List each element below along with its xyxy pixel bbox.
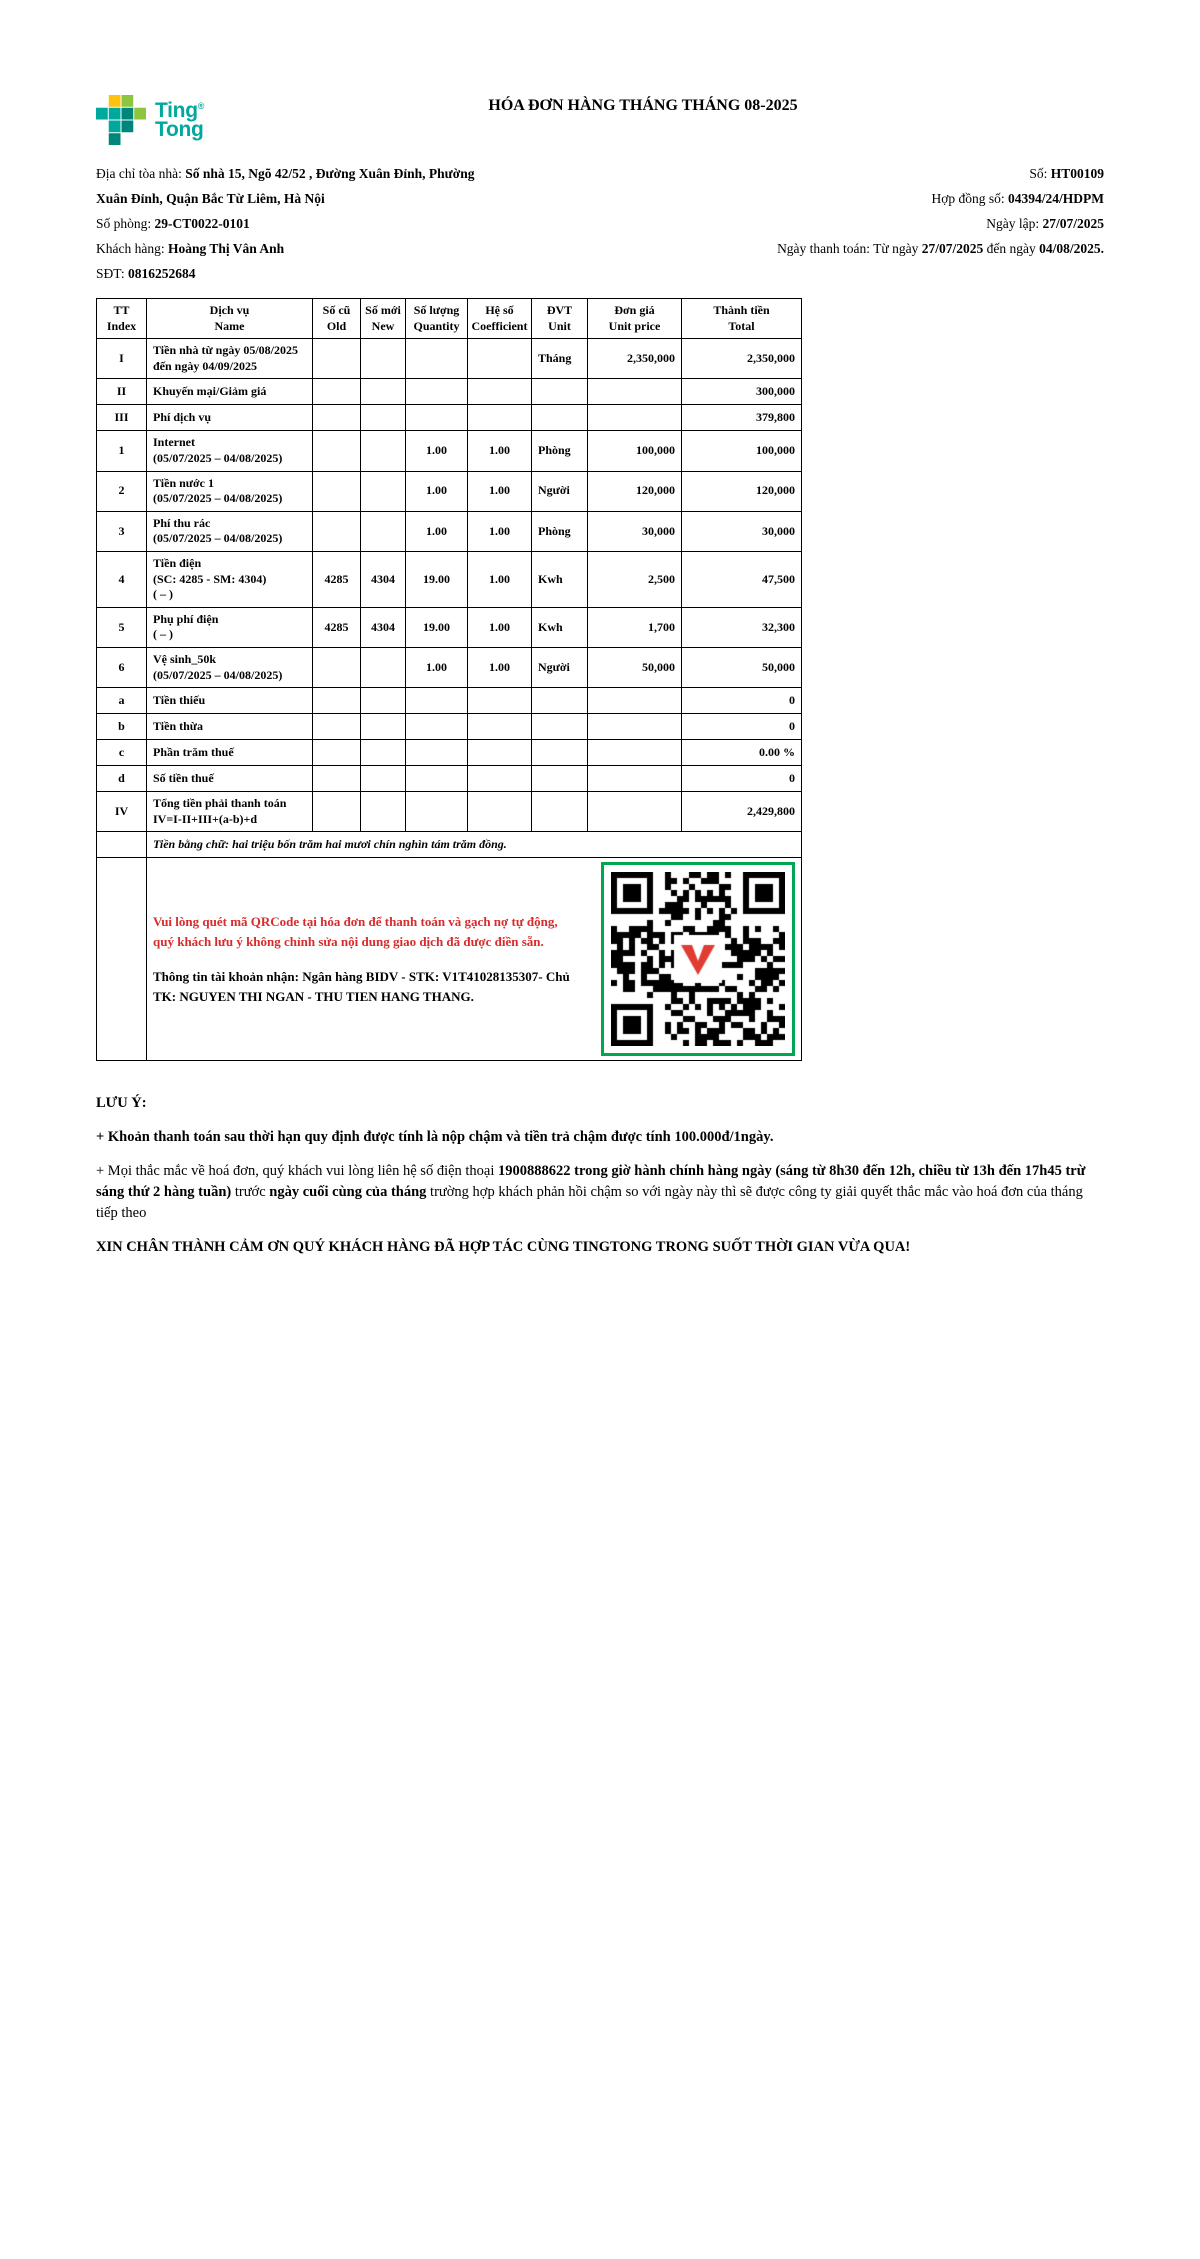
cell-total: 32,300 [682,607,802,647]
cell-index: III [97,405,147,431]
cell-coefficient: 1.00 [468,431,532,471]
cell-old-reading [313,647,361,687]
invoice-row-2 [97,471,802,511]
customer-name: Khách hàng: Hoàng Thị Vân Anh [96,241,285,256]
cell-coefficient [468,766,532,792]
cell-old-reading: 4285 [313,607,361,647]
cell-total: 50,000 [682,647,802,687]
table-body [97,339,802,832]
cell-new-reading [361,405,406,431]
header-cell-unit: ĐVT Unit [532,299,588,339]
qr-instructions [153,912,577,1006]
cell-new-reading [361,647,406,687]
cell-new-reading [361,740,406,766]
contract-number: Hợp đồng số: 04394/24/HDPM [931,191,1104,206]
cell-total: 0 [682,766,802,792]
footer-notes [96,1093,1104,1258]
notes-title: LƯU Ý: [96,1095,147,1112]
cell-quantity [406,405,468,431]
amount-in-words-row [97,832,802,858]
cell-coefficient: 1.00 [468,471,532,511]
qr-note-red: Vui lòng quét mã QRCode tại hóa đơn để thanh toán và gạch nợ tự động, quý khách lưu ý không chỉnh sửa nội dung giao dịch đã được điền sẵn. [153,914,558,949]
invoice-row-II [97,379,802,405]
cell-unit [532,688,588,714]
table-extra [97,832,802,1061]
cell-service-name: Tiền thừa [147,714,313,740]
cell-coefficient [468,379,532,405]
invoice-row-1 [97,431,802,471]
cell-index: c [97,740,147,766]
cell-coefficient [468,740,532,766]
invoice-title: HÓA ĐƠN HÀNG THÁNG THÁNG 08-2025 [488,97,798,114]
customer-phone: SĐT: 0816252684 [96,266,196,281]
cell-service-name: Khuyến mại/Giảm giá [147,379,313,405]
cell-total: 47,500 [682,551,802,607]
cell-new-reading [361,688,406,714]
info-left [96,161,506,286]
cell-unit: Người [532,471,588,511]
invoice-row-a [97,688,802,714]
cell-unit-price: 50,000 [588,647,682,687]
invoice-row-6 [97,647,802,687]
invoice-row-IV [97,792,802,832]
cell-unit [532,714,588,740]
cell-index: 3 [97,511,147,551]
cell-service-name: Số tiền thuế [147,766,313,792]
cell-service-name: Tiền nước 1 (05/07/2025 – 04/08/2025) [147,471,313,511]
cell-unit-price: 2,350,000 [588,339,682,379]
cell-old-reading [313,792,361,832]
cell-unit-price [588,688,682,714]
cell-old-reading [313,511,361,551]
qr-code [611,872,785,1046]
cell-index: II [97,379,147,405]
cell-new-reading [361,431,406,471]
cell-old-reading [313,766,361,792]
cell-index: a [97,688,147,714]
info-right [506,161,1104,286]
cell-service-name: Vệ sinh_50k (05/07/2025 – 04/08/2025) [147,647,313,687]
cell-new-reading [361,471,406,511]
cell-service-name: Tiền thiếu [147,688,313,714]
cell-total: 2,429,800 [682,792,802,832]
cell-new-reading [361,766,406,792]
cell-quantity [406,339,468,379]
header [96,95,1104,145]
cell-index: 1 [97,431,147,471]
header-cell-total: Thành tiền Total [682,299,802,339]
issue-date: Ngày lập: 27/07/2025 [986,216,1104,231]
cell-unit-price [588,714,682,740]
cell-old-reading [313,688,361,714]
late-payment-note: + Khoản thanh toán sau thời hạn quy định được tính là nộp chậm và tiền trả chậm được tính 100.000đ/1ngày. [96,1129,774,1146]
payment-period: Ngày thanh toán: Từ ngày 27/07/2025 đến ngày 04/08/2025. [777,241,1104,256]
cell-new-reading: 4304 [361,551,406,607]
room-number: Số phòng: 29-CT0022-0101 [96,216,250,231]
cell-unit-price [588,766,682,792]
cell-unit: Người [532,647,588,687]
cell-total: 30,000 [682,511,802,551]
tingtong-logo [96,95,204,145]
cell-quantity: 1.00 [406,647,468,687]
table-header-row [97,299,802,339]
cell-total: 100,000 [682,431,802,471]
cell-service-name: Phí dịch vụ [147,405,313,431]
qr-row [97,858,802,1061]
header-cell-tt: TT Index [97,299,147,339]
invoice-number: Số: HT00109 [1029,166,1104,181]
cell-old-reading [313,714,361,740]
cell-index: 4 [97,551,147,607]
registered-mark: ® [197,100,205,111]
header-cell-price: Đơn giá Unit price [588,299,682,339]
invoice-row-d [97,766,802,792]
cell-unit-price: 120,000 [588,471,682,511]
cell-quantity: 1.00 [406,511,468,551]
cell-quantity [406,766,468,792]
cell-total: 0.00 % [682,740,802,766]
cell-quantity: 19.00 [406,551,468,607]
invoice-row-3 [97,511,802,551]
header-cell-coef: Hệ số Coefficient [468,299,532,339]
header-cell-qty: Số lượng Quantity [406,299,468,339]
cell-unit [532,766,588,792]
qr-code-frame [601,862,795,1056]
cell-unit-price: 30,000 [588,511,682,551]
cell-coefficient: 1.00 [468,511,532,551]
invoice-row-I [97,339,802,379]
cell-unit: Kwh [532,607,588,647]
cell-quantity: 1.00 [406,431,468,471]
cell-new-reading [361,714,406,740]
invoice-row-III [97,405,802,431]
cell-total: 379,800 [682,405,802,431]
cell-total: 300,000 [682,379,802,405]
invoice-info [96,161,1104,286]
cell-new-reading [361,511,406,551]
cell-unit-price: 100,000 [588,431,682,471]
cell-unit-price [588,379,682,405]
empty-cell [97,832,147,858]
cell-coefficient [468,405,532,431]
cell-index: IV [97,792,147,832]
cell-quantity [406,688,468,714]
cell-quantity [406,740,468,766]
cell-old-reading [313,379,361,405]
cell-old-reading [313,431,361,471]
cell-unit-price: 1,700 [588,607,682,647]
cell-total: 120,000 [682,471,802,511]
cell-index: I [97,339,147,379]
cell-new-reading [361,379,406,405]
cell-coefficient [468,339,532,379]
bank-account-info: Thông tin tài khoản nhận: Ngân hàng BIDV - STK: V1T41028135307- Chủ TK: NGUYEN THI NGAN - THU TIEN HANG THANG. [153,969,570,1004]
cell-coefficient: 1.00 [468,647,532,687]
invoice-row-c [97,740,802,766]
cell-coefficient [468,714,532,740]
amount-in-words: Tiền bằng chữ: hai triệu bốn trăm hai mươi chín nghìn tám trăm đồng. [147,832,802,858]
invoice-table [96,298,802,1061]
cell-service-name: Tiền điện (SC: 4285 - SM: 4304) ( – ) [147,551,313,607]
cell-service-name: Tiền nhà từ ngày 05/08/2025 đến ngày 04/09/2025 [147,339,313,379]
tingtong-logo-mark [96,95,146,145]
empty-cell [97,858,147,1061]
cell-index: 5 [97,607,147,647]
tingtong-logo-text: Ting® Tong [155,98,205,141]
cell-old-reading [313,471,361,511]
cell-unit: Kwh [532,551,588,607]
cell-unit [532,379,588,405]
cell-unit-price [588,792,682,832]
cell-index: 2 [97,471,147,511]
cell-unit: Tháng [532,339,588,379]
cell-old-reading [313,740,361,766]
cell-index: 6 [97,647,147,687]
cell-new-reading: 4304 [361,607,406,647]
invoice-row-4 [97,551,802,607]
cell-unit [532,792,588,832]
cell-new-reading [361,792,406,832]
thank-you-note: XIN CHÂN THÀNH CẢM ƠN QUÝ KHÁCH HÀNG ĐÃ HỢP TÁC CÙNG TINGTONG TRONG SUỐT THỜI GIAN VỪA QUA! [96,1239,911,1256]
cell-unit-price: 2,500 [588,551,682,607]
cell-quantity [406,792,468,832]
cell-service-name: Phụ phí điện ( – ) [147,607,313,647]
cell-coefficient: 1.00 [468,607,532,647]
cell-service-name: Tổng tiền phải thanh toán IV=I-II+III+(a-b)+d [147,792,313,832]
header-cell-new: Số mới New [361,299,406,339]
building-address: Địa chỉ tòa nhà: Số nhà 15, Ngõ 42/52 , Đường Xuân Đỉnh, Phường Xuân Đỉnh, Quận Bắc Từ Liêm, Hà Nội [96,166,475,206]
cell-quantity: 1.00 [406,471,468,511]
qr-cell [147,858,802,1061]
cell-quantity [406,379,468,405]
cell-unit-price [588,740,682,766]
cell-index: d [97,766,147,792]
cell-old-reading [313,339,361,379]
cell-service-name: Internet (05/07/2025 – 04/08/2025) [147,431,313,471]
cell-unit: Phòng [532,511,588,551]
cell-total: 0 [682,688,802,714]
header-cell-old: Số cũ Old [313,299,361,339]
header-cell-name: Dịch vụ Name [147,299,313,339]
cell-unit: Phòng [532,431,588,471]
hotline-note: + Mọi thắc mắc về hoá đơn, quý khách vui lòng liên hệ số điện thoại 1900888622 trong giờ hành chính hàng ngày (sáng từ 8h30 đến 12h, chiều từ 13h đến 17h45 trừ sáng thứ 2 hàng tuần) trước ngày cuối cùng của tháng trường hợp khách phản hồi chậm so với ngày này thì sẽ được công ty giải quyết thắc mắc vào hoá đơn của tháng tiếp theo [96,1163,1086,1222]
cell-unit-price [588,405,682,431]
cell-coefficient [468,688,532,714]
cell-total: 2,350,000 [682,339,802,379]
cell-new-reading [361,339,406,379]
cell-unit [532,740,588,766]
cell-coefficient: 1.00 [468,551,532,607]
invoice-row-5 [97,607,802,647]
cell-service-name: Phí thu rác (05/07/2025 – 04/08/2025) [147,511,313,551]
cell-quantity: 19.00 [406,607,468,647]
cell-service-name: Phần trăm thuế [147,740,313,766]
invoice-row-b [97,714,802,740]
cell-unit [532,405,588,431]
cell-index: b [97,714,147,740]
cell-old-reading: 4285 [313,551,361,607]
cell-total: 0 [682,714,802,740]
cell-old-reading [313,405,361,431]
cell-coefficient [468,792,532,832]
cell-quantity [406,714,468,740]
